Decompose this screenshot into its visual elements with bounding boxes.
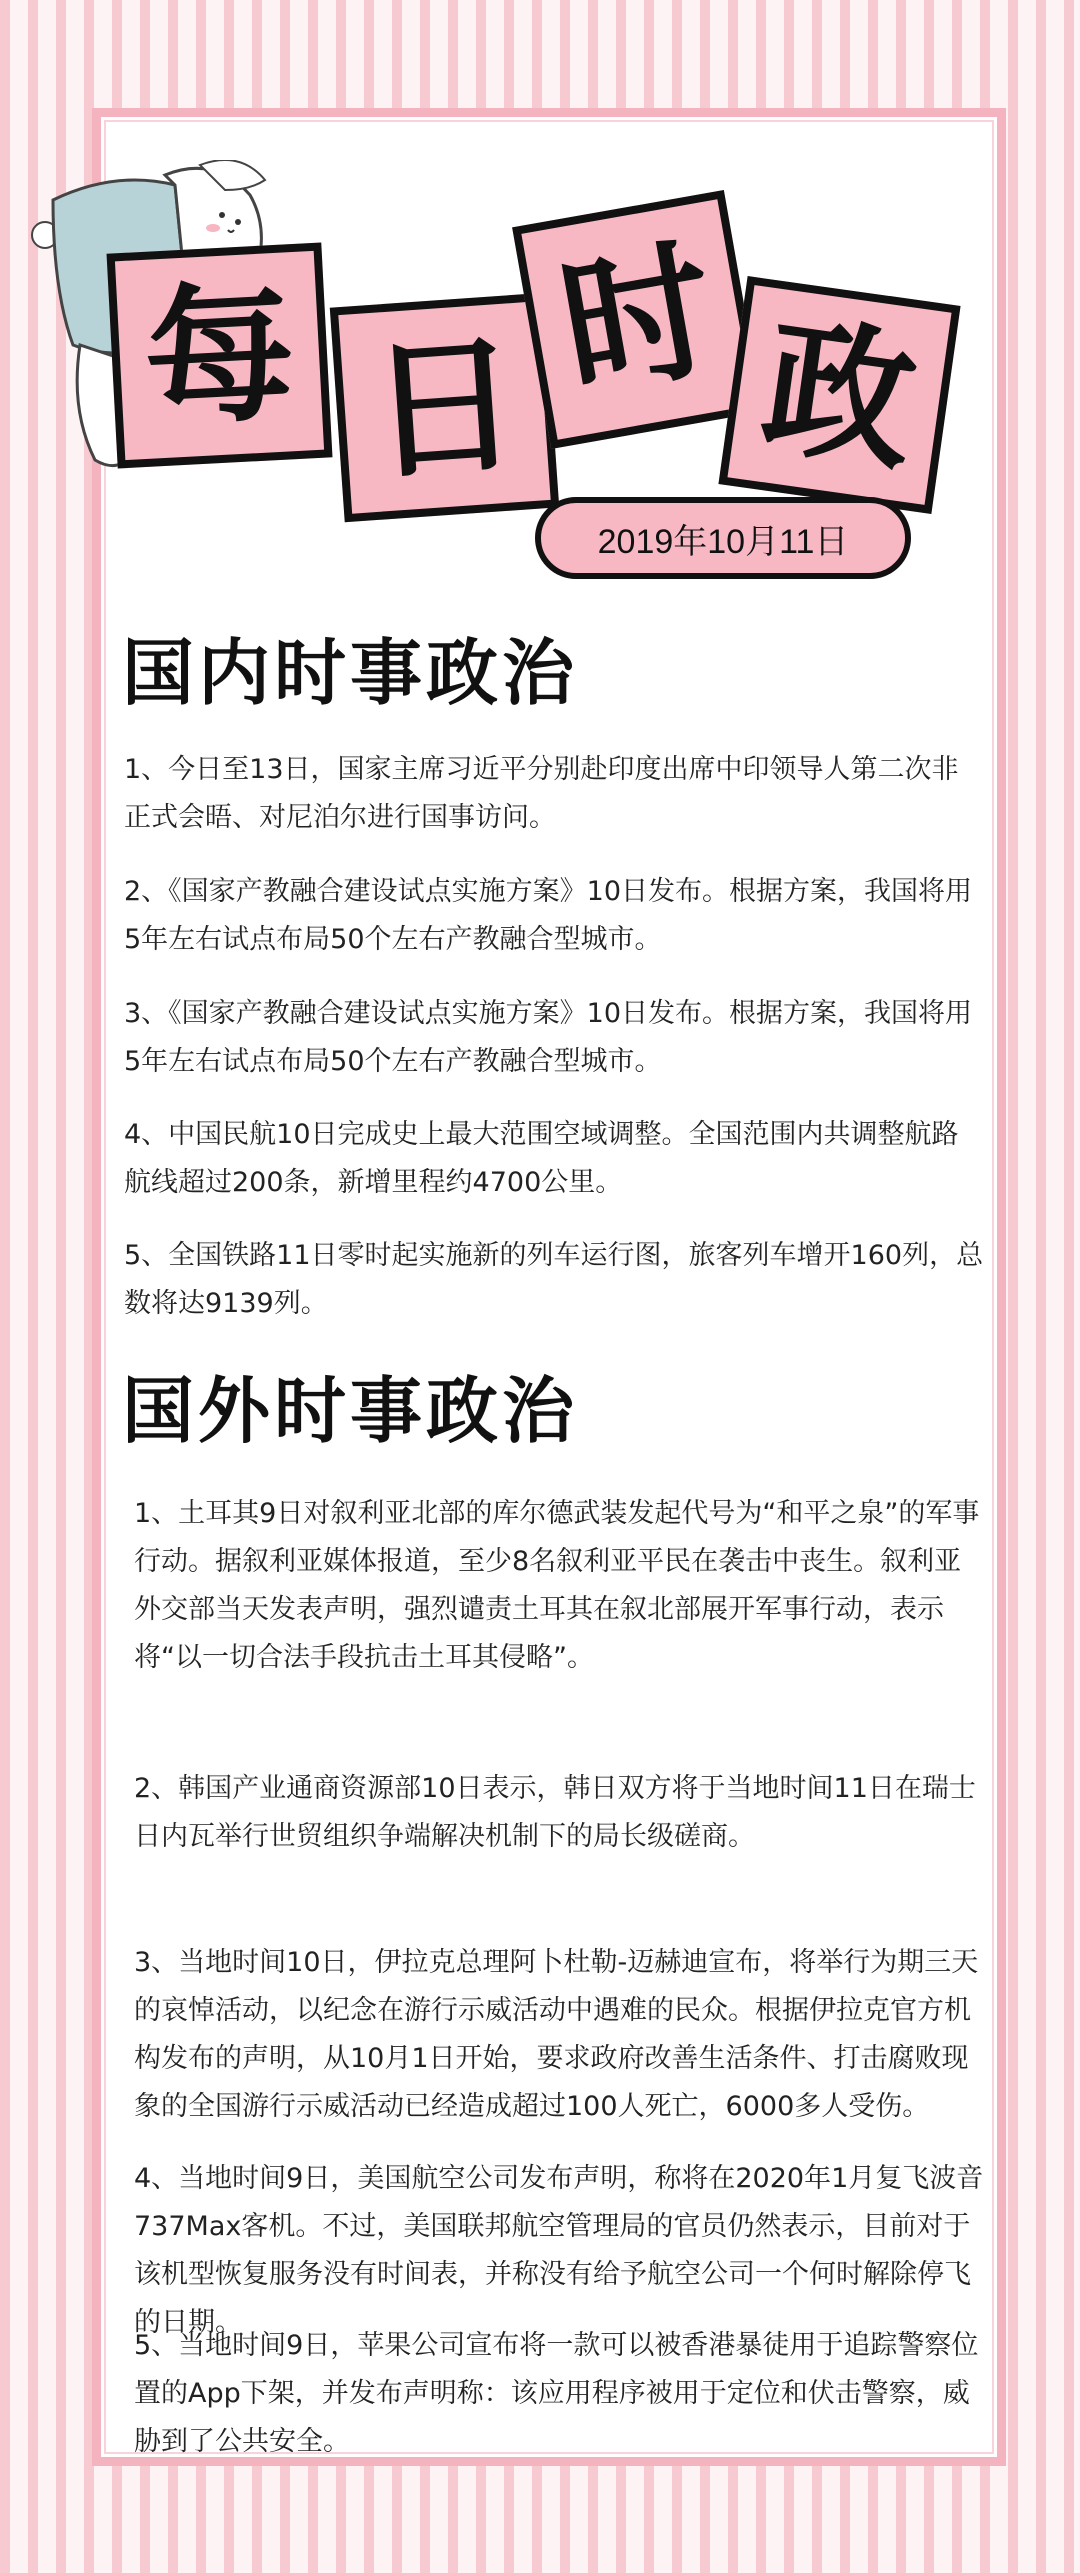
- title-char-2: 日: [363, 314, 526, 501]
- title-tile-3: [512, 190, 763, 449]
- domestic-news-item-5: 5、全国铁路11日零时起实施新的列车运行图，旅客列车增开160列，总数将达9139列。: [124, 1240, 984, 1319]
- date-badge: 2019年10月11日: [535, 497, 911, 579]
- title-char-1: 每: [139, 263, 300, 448]
- foreign-news-item-3: 3、当地时间10日，伊拉克总理阿卜杜勒-迈赫迪宣布，将举行为期三天的哀悼活动，以纪念在游行示威活动中遇难的民众。根据伊拉克官方机构发布的声明，从10月1日开始，要求政府改善生活条件、打击腐败现象的全国游行示威活动已经造成超过100人死亡，6000多人受伤。: [134, 1947, 979, 2122]
- title-tile-2: [330, 293, 559, 522]
- domestic-news-item-3: 3、《国家产教融合建设试点实施方案》10日发布。根据方案，我国将用5年左右试点布局50个左右产教融合型城市。: [124, 998, 973, 1077]
- foreign-news-item-4: 4、当地时间9日，美国航空公司发布声明，称将在2020年1月复飞波音737Max客机。不过，美国联邦航空管理局的官员仍然表示，目前对于该机型恢复服务没有时间表，并称没有给予航空公司一个何时解除停飞的日期。: [134, 2163, 984, 2338]
- foreign-news-item-2: 2、韩国产业通商资源部10日表示，韩日双方将于当地时间11日在瑞士日内瓦举行世贸组织争端解决机制下的局长级磋商。: [134, 1773, 976, 1852]
- domestic-news-item-4: 4、中国民航10日完成史上最大范围空域调整。全国范围内共调整航路航线超过200条，新增里程约4700公里。: [124, 1119, 959, 1198]
- domestic-news-item-2: 2、《国家产教融合建设试点实施方案》10日发布。根据方案，我国将用5年左右试点布局50个左右产教融合型城市。: [124, 876, 973, 955]
- foreign-section-title: 国外时事政治: [122, 1368, 579, 1453]
- title-char-3: 时: [548, 219, 727, 420]
- title-tile-4: [718, 276, 960, 514]
- title-tile-1: [107, 243, 333, 469]
- foreign-news-item-1: 1、土耳其9日对叙利亚北部的库尔德武装发起代号为“和平之泉”的军事行动。据叙利亚媒体报道，至少8名叙利亚平民在袭击中丧生。叙利亚外交部当天发表声明，强烈谴责土耳其在叙北部展开军事行动，表示将“以一切合法手段抗击土耳其侵略”。: [134, 1498, 980, 1673]
- foreign-news-item-5: 5、当地时间9日，苹果公司宣布将一款可以被香港暴徒用于追踪警察位置的App下架，并发布声明称：该应用程序被用于定位和伏击警察，威胁到了公共安全。: [134, 2330, 979, 2457]
- domestic-section-title: 国内时事政治: [122, 630, 579, 715]
- domestic-news-item-1: 1、今日至13日，国家主席习近平分别赴印度出席中印领导人第二次非正式会晤、对尼泊尔进行国事访问。: [124, 754, 959, 833]
- title-char-4: 政: [752, 297, 927, 493]
